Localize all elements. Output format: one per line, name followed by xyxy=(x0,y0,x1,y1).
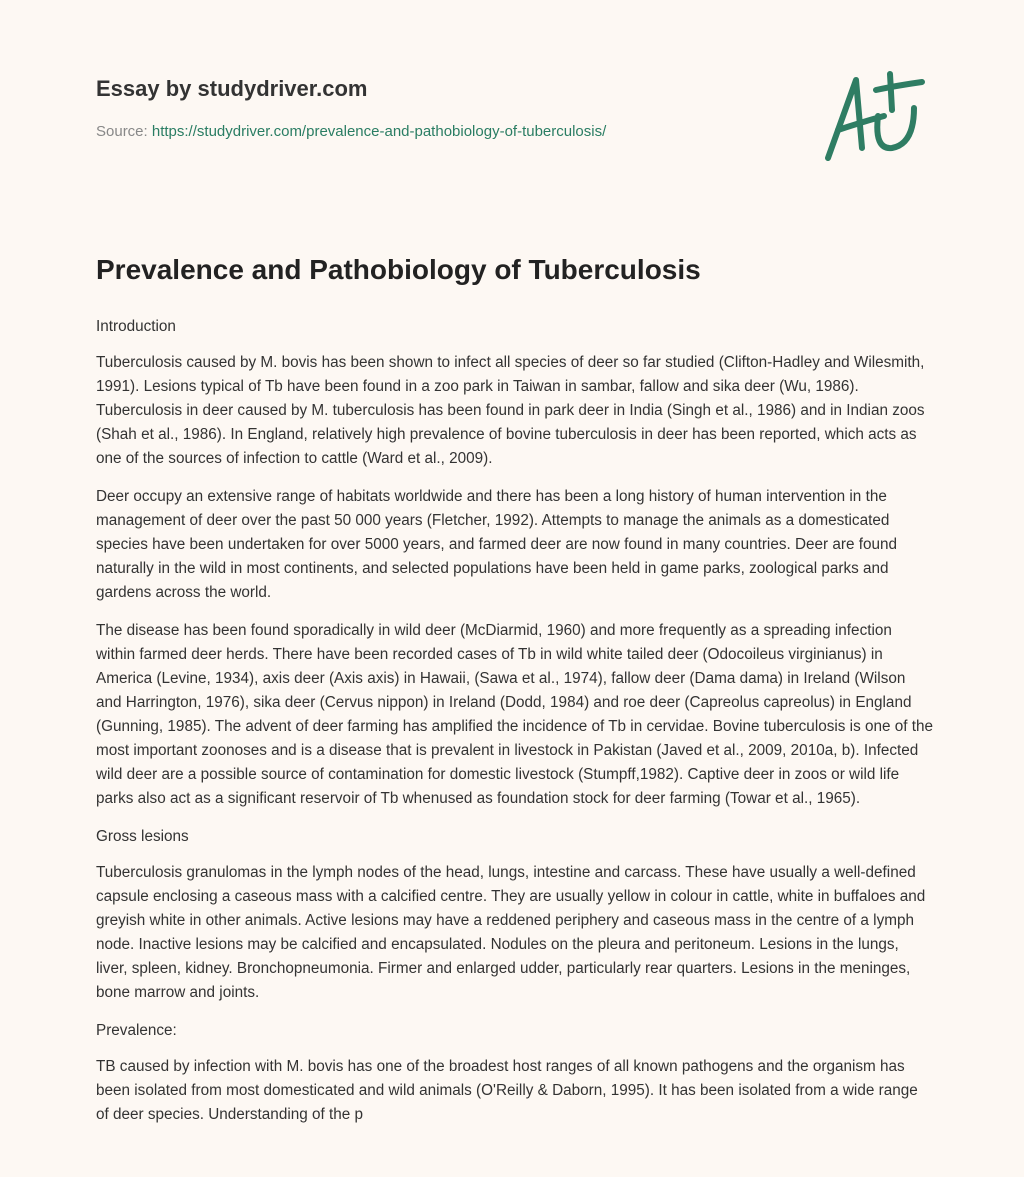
section-heading: Gross lesions xyxy=(96,828,189,845)
paragraph: Deer occupy an extensive range of habitats worldwide and there has been a long history of human intervention in the management of deer over the past 50 000 years (Fletcher, 1992). Attempts to manage the animals as a domesticated species have been undertaken for over 5000 years, and farmed deer are now found in many countries. Deer are found naturally in the wild in most continents, and selected populations have been held in game parks, zoological parks and gardens across the world. xyxy=(96,488,898,601)
source-line xyxy=(96,123,606,140)
essay-body xyxy=(96,315,934,1141)
paragraph: TB caused by infection with M. bovis has one of the broadest host ranges of all known pathogens and the organism has been isolated from most domesticated and wild animals (O'Reilly & Daborn, 1995). It has been isolated from a wide range of deer species. Understanding of the p xyxy=(96,1058,918,1123)
a-plus-logo-icon xyxy=(822,68,932,164)
source-link[interactable]: https://studydriver.com/prevalence-and-pathobiology-of-tuberculosis/ xyxy=(151,123,607,140)
paragraph: Tuberculosis caused by M. bovis has been shown to infect all species of deer so far studied (Clifton-Hadley and Wilesmith, 1991). Lesions typical of Tb have been found in a zoo park in Taiwan in sambar, fallow and sika deer (Wu, 1986). Tuberculosis in deer caused by M. tuberculosis has been found in park deer in India (Singh et al., 1986) and in Indian zoos (Shah et al., 1986). In England, relatively high prevalence of bovine tuberculosis in deer has been reported, which acts as one of the sources of infection to cattle (Ward et al., 2009). xyxy=(96,354,925,467)
paragraph: The disease has been found sporadically in wild deer (McDiarmid, 1960) and more frequently as a spreading infection within farmed deer herds. There have been recorded cases of Tb in wild white tailed deer (Odocoileus virginianus) in America (Levine, 1934), axis deer (Axis axis) in Hawaii, (Sawa et al., 1974), fallow deer (Dama dama) in Ireland (Wilson and Harrington, 1976), sika deer (Cervus nippon) in Ireland (Dodd, 1984) and roe deer (Capreolus capreolus) in England (Gunning, 1985). The advent of deer farming has amplified the incidence of Tb in cervidae. Bovine tuberculosis is one of the most important zoonoses and is a disease that is prevalent in livestock in Pakistan (Javed et al., 2009, 2010a, b). Infected wild deer are a possible source of contamination for domestic livestock (Stumpff,1982). Captive deer in zoos or wild life parks also act as a significant reservoir of Tb whenused as foundation stock for deer farming (Towar et al., 1965). xyxy=(96,622,934,807)
paragraph: Tuberculosis granulomas in the lymph nodes of the head, lungs, intestine and carcass. These have usually a well-defined capsule enclosing a caseous mass with a calcified centre. They are usually yellow in colour in cattle, white in buffaloes and greyish white in other animals. Active lesions may have a reddened periphery and caseous mass in the centre of a lymph node. Inactive lesions may be calcified and encapsulated. Nodules on the pleura and peritoneum. Lesions in the lungs, liver, spleen, kidney. Bronchopneumonia. Firmer and enlarged udder, particularly rear quarters. Lesions in the meninges, bone marrow and joints. xyxy=(96,864,926,1001)
source-label: Source: xyxy=(96,123,148,140)
section-heading: Introduction xyxy=(96,318,176,335)
section-heading: Prevalence: xyxy=(96,1022,177,1039)
essay-title: Prevalence and Pathobiology of Tuberculosis xyxy=(96,254,701,285)
brand-heading: Essay by studydriver.com xyxy=(96,76,368,101)
